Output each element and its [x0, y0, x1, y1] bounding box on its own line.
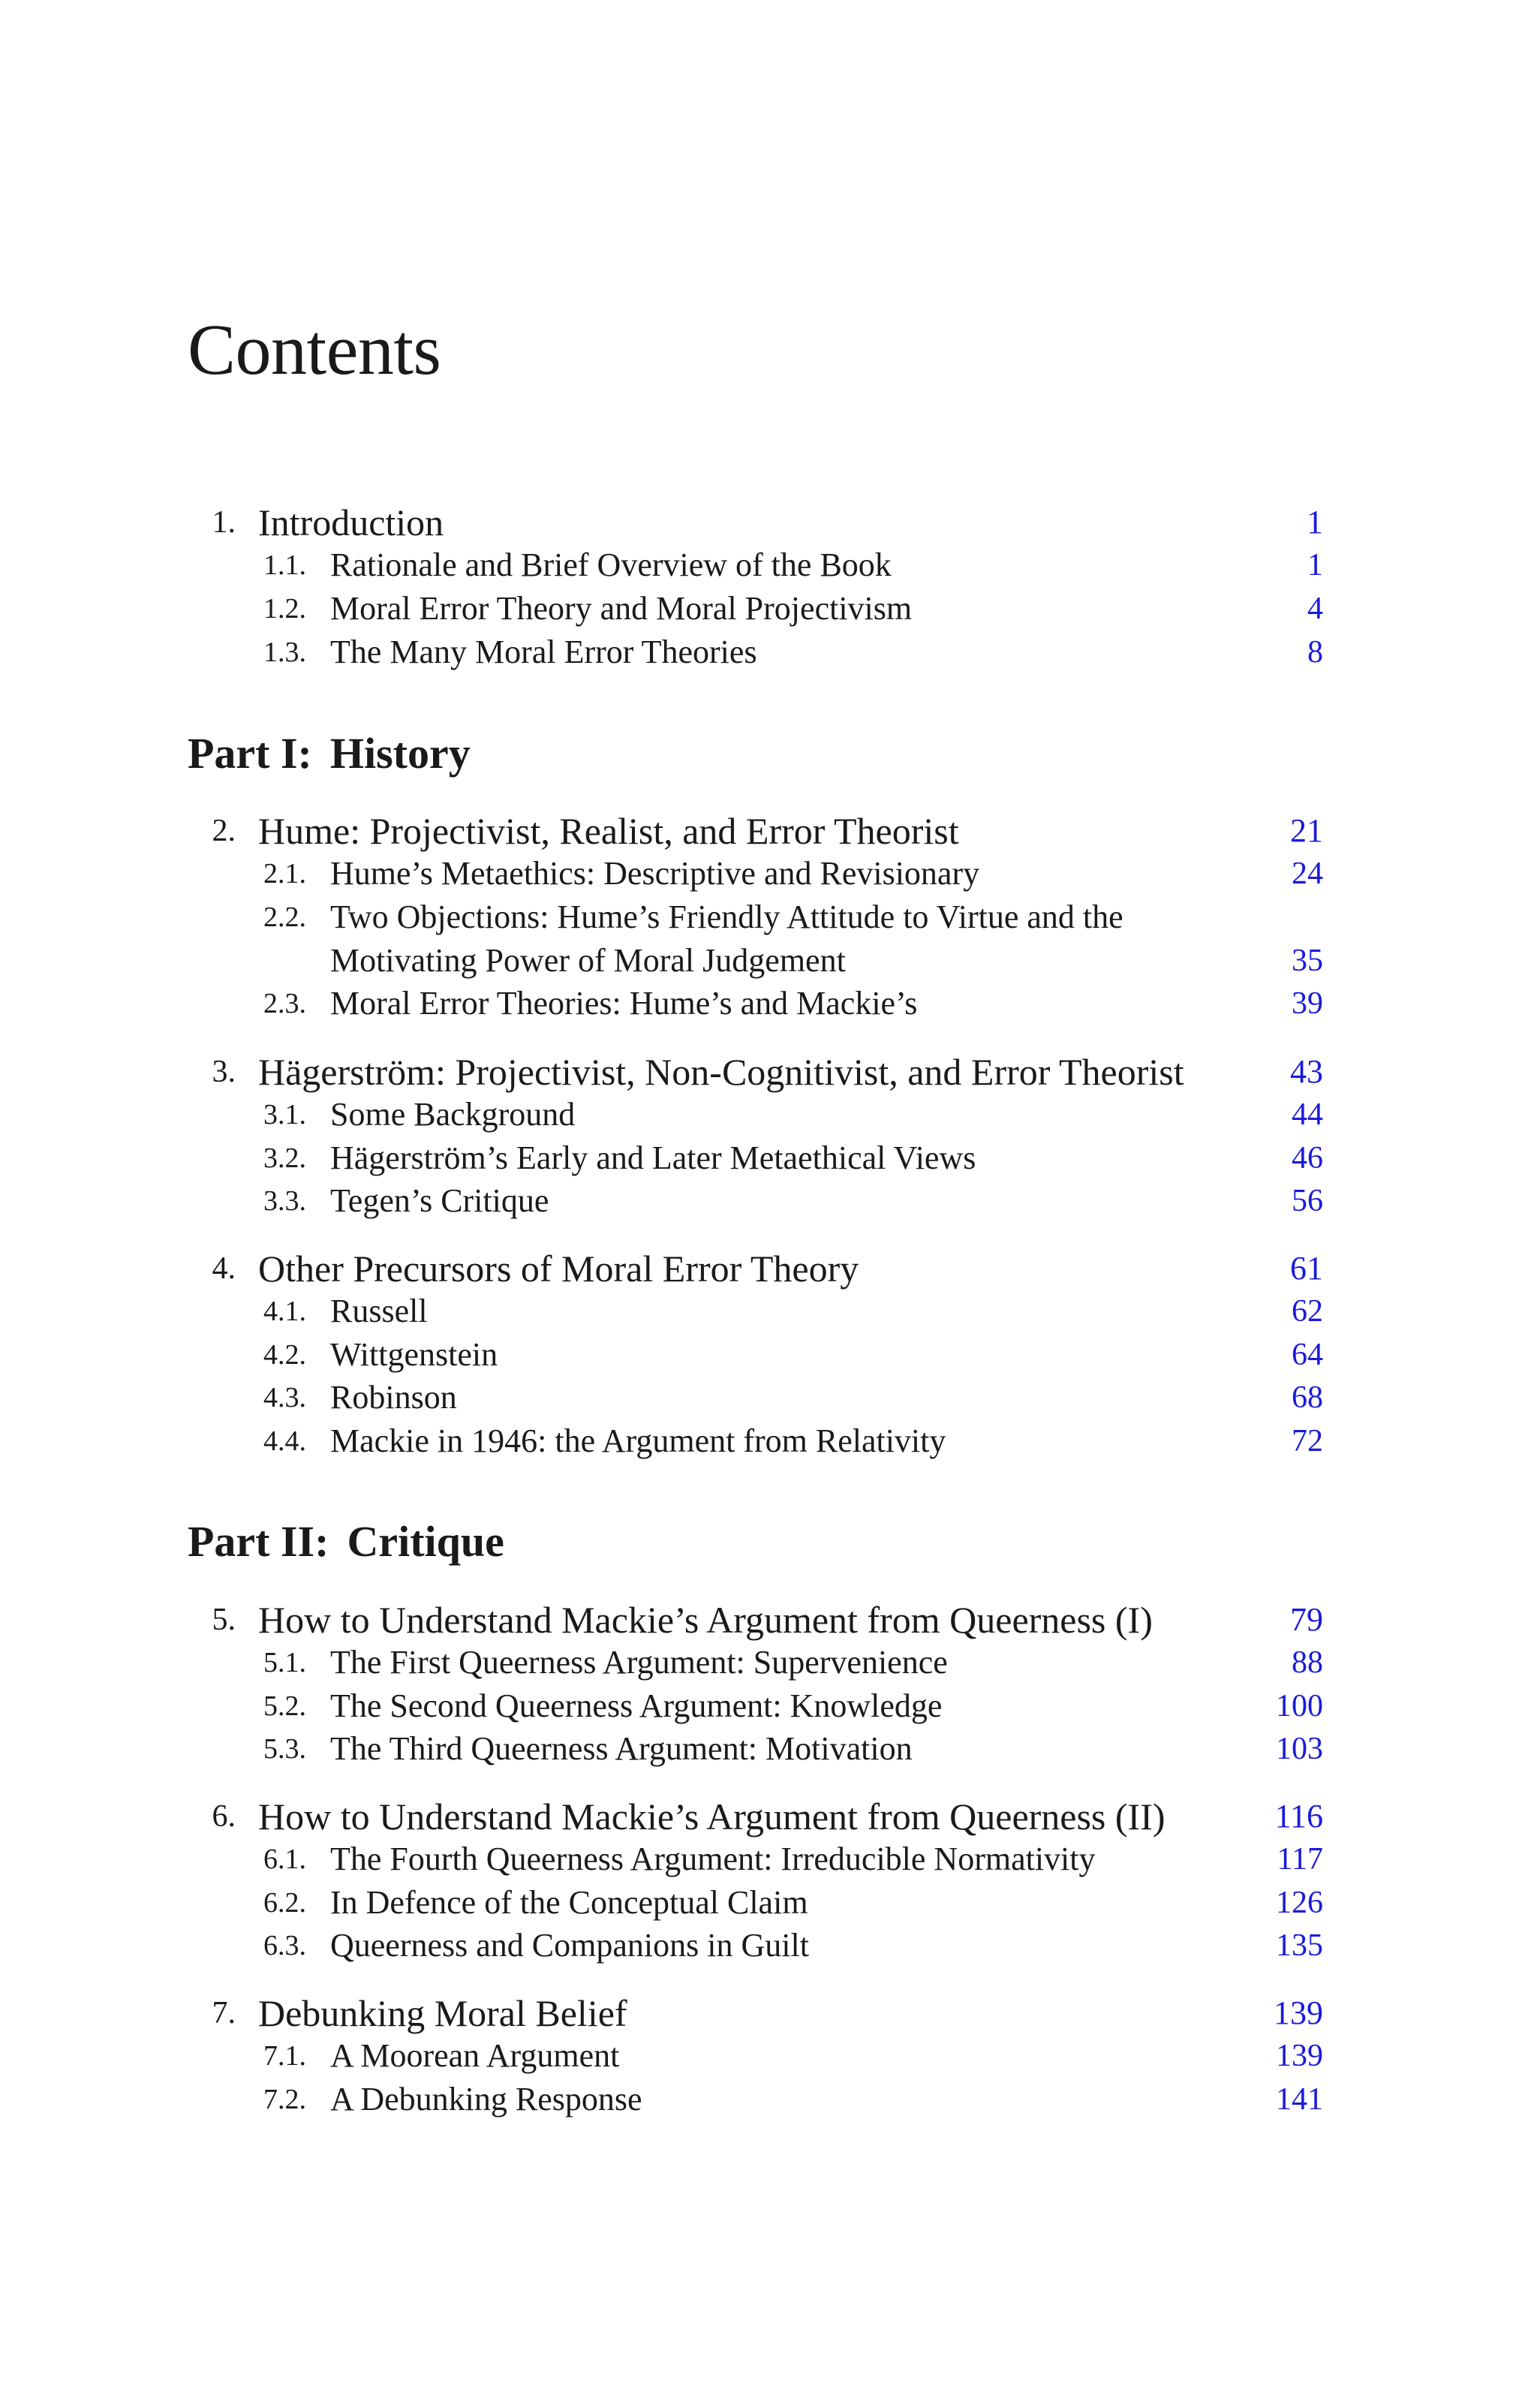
toc-section-3-2[interactable]	[0, 1136, 1537, 1181]
chapter-title: Debunking Moral Belief	[258, 1992, 627, 2034]
section-title: Some Background	[330, 1096, 576, 1133]
section-title: Rationale and Brief Overview of the Book	[330, 546, 892, 583]
part-label: Part II:	[188, 1517, 329, 1566]
page-link[interactable]: 61	[1290, 1250, 1323, 1287]
toc-chapter-6[interactable]	[0, 1794, 1537, 1839]
section-number: 2.3.	[263, 988, 306, 1019]
toc-chapter-3[interactable]	[0, 1049, 1537, 1094]
page-link[interactable]: 68	[1292, 1380, 1323, 1415]
section-title: A Debunking Response	[330, 2081, 642, 2118]
chapter-title: How to Understand Mackie’s Argument from Queerness (I)	[258, 1599, 1153, 1641]
page-link[interactable]: 88	[1292, 1645, 1323, 1680]
section-number: 5.1.	[263, 1647, 306, 1678]
section-title: Hume’s Metaethics: Descriptive and Revisionary	[330, 855, 980, 892]
section-number: 1.2.	[263, 593, 306, 625]
chapter-title: Hägerström: Projectivist, Non-Cognitivist, and Error Theorist	[258, 1051, 1184, 1093]
section-number: 5.2.	[263, 1690, 306, 1722]
page-link[interactable]: 46	[1292, 1141, 1323, 1175]
toc-section-3-1[interactable]	[0, 1092, 1537, 1137]
page-link[interactable]: 56	[1292, 1184, 1323, 1218]
section-title: In Defence of the Conceptual Claim	[330, 1884, 808, 1921]
section-number: 1.3.	[263, 637, 306, 668]
part-name: Critique	[347, 1517, 504, 1566]
page-title: Contents	[188, 309, 441, 390]
part-heading-1[interactable]	[188, 729, 471, 778]
page-link[interactable]: 139	[1276, 2039, 1323, 2073]
section-number: 7.2.	[263, 2084, 306, 2115]
chapter-title: Hume: Projectivist, Realist, and Error Theorist	[258, 810, 959, 852]
toc-section-1-1[interactable]	[0, 543, 1537, 588]
toc-section-2-3[interactable]	[0, 981, 1537, 1026]
page-link[interactable]: 100	[1276, 1689, 1323, 1723]
section-title: Moral Error Theory and Moral Projectivism	[330, 590, 913, 627]
toc-section-6-2[interactable]	[0, 1880, 1537, 1925]
page-link[interactable]: 8	[1307, 635, 1323, 670]
section-title: The Many Moral Error Theories	[330, 634, 757, 670]
section-number: 4.2.	[263, 1339, 306, 1371]
toc-section-7-2[interactable]	[0, 2077, 1537, 2122]
section-number: 3.3.	[263, 1185, 306, 1217]
chapter-number: 2.	[212, 814, 236, 848]
toc-section-3-3[interactable]	[0, 1178, 1537, 1224]
section-title: Moral Error Theories: Hume’s and Mackie’s	[330, 985, 918, 1022]
toc-chapter-7[interactable]	[0, 1991, 1537, 2036]
section-title-continued: Motivating Power of Moral Judgement	[330, 942, 846, 979]
section-title: Tegen’s Critique	[330, 1182, 549, 1219]
toc-section-5-2[interactable]	[0, 1684, 1537, 1729]
page-link[interactable]: 35	[1292, 944, 1323, 978]
page-link[interactable]: 44	[1292, 1097, 1323, 1132]
page-link[interactable]: 21	[1290, 812, 1323, 849]
page-link[interactable]: 4	[1307, 591, 1323, 626]
section-number: 7.1.	[263, 2040, 306, 2072]
toc-chapter-2[interactable]	[0, 808, 1537, 853]
section-number: 2.2.	[263, 901, 306, 933]
toc-section-7-1[interactable]	[0, 2033, 1537, 2078]
section-title: Robinson	[330, 1379, 457, 1416]
section-title: The Second Queerness Argument: Knowledge	[330, 1687, 943, 1724]
section-number: 2.1.	[263, 858, 306, 889]
section-title: Wittgenstein	[330, 1336, 498, 1373]
section-number: 4.4.	[263, 1425, 306, 1457]
toc-section-5-1[interactable]	[0, 1640, 1537, 1685]
toc-section-4-3[interactable]	[0, 1375, 1537, 1420]
toc-section-1-3[interactable]	[0, 630, 1537, 675]
toc-section-4-4[interactable]	[0, 1419, 1537, 1464]
toc-section-4-1[interactable]	[0, 1289, 1537, 1334]
toc-chapter-5[interactable]	[0, 1597, 1537, 1642]
toc-section-2-2[interactable]	[0, 895, 1537, 940]
chapter-number: 4.	[212, 1251, 236, 1286]
toc-section-4-2[interactable]	[0, 1332, 1537, 1377]
section-number: 6.1.	[263, 1844, 306, 1875]
page-link[interactable]: 24	[1292, 856, 1323, 891]
part-heading-2[interactable]	[188, 1517, 504, 1566]
section-title: Mackie in 1946: the Argument from Relativity	[330, 1422, 946, 1459]
section-number: 6.3.	[263, 1930, 306, 1961]
page-link[interactable]: 103	[1276, 1732, 1323, 1766]
page-link[interactable]: 117	[1277, 1842, 1323, 1877]
section-title: The First Queerness Argument: Supervenience	[330, 1644, 948, 1681]
section-number: 6.2.	[263, 1887, 306, 1919]
section-title: The Fourth Queerness Argument: Irreducible Normativity	[330, 1841, 1096, 1877]
toc-section-6-3[interactable]	[0, 1923, 1537, 1968]
toc-chapter-1[interactable]	[0, 500, 1537, 545]
page-link[interactable]: 64	[1292, 1338, 1323, 1372]
toc-section-1-2[interactable]	[0, 586, 1537, 631]
section-number: 1.1.	[263, 549, 306, 581]
page-link[interactable]: 43	[1290, 1053, 1323, 1090]
chapter-number: 7.	[212, 1996, 236, 2030]
toc-section-6-1[interactable]	[0, 1837, 1537, 1882]
chapter-title: Other Precursors of Moral Error Theory	[258, 1248, 859, 1290]
toc-section-2-1[interactable]	[0, 851, 1537, 896]
section-title: Russell	[330, 1293, 428, 1329]
page-link[interactable]: 126	[1276, 1886, 1323, 1920]
section-title: A Moorean Argument	[330, 2037, 620, 2074]
chapter-number: 6.	[212, 1799, 236, 1834]
chapter-number: 5.	[212, 1603, 236, 1637]
page-link[interactable]: 141	[1276, 2082, 1323, 2117]
section-number: 3.2.	[263, 1142, 306, 1174]
page-link[interactable]: 139	[1274, 1994, 1323, 2031]
part-label: Part I:	[188, 729, 312, 778]
section-number: 4.1.	[263, 1296, 306, 1327]
toc-section-5-3[interactable]	[0, 1726, 1537, 1771]
section-number: 5.3.	[263, 1733, 306, 1765]
page-link[interactable]: 39	[1292, 986, 1323, 1021]
page-link[interactable]: 1	[1307, 504, 1323, 540]
page-link[interactable]: 135	[1276, 1928, 1323, 1963]
page-link[interactable]: 1	[1307, 548, 1323, 582]
toc-chapter-4[interactable]	[0, 1246, 1537, 1291]
toc-section-2-2-cont[interactable]	[0, 938, 1537, 983]
section-title: Two Objections: Hume’s Friendly Attitude to Virtue and the	[330, 898, 1123, 935]
part-name: History	[329, 729, 471, 778]
chapter-number: 1.	[212, 505, 236, 540]
section-title: Hägerström’s Early and Later Metaethical Views	[330, 1139, 976, 1176]
section-number: 3.1.	[263, 1099, 306, 1130]
page-link[interactable]: 62	[1292, 1294, 1323, 1329]
section-number: 4.3.	[263, 1382, 306, 1413]
page-link[interactable]: 72	[1292, 1424, 1323, 1458]
page-link[interactable]: 116	[1274, 1798, 1323, 1835]
chapter-title: How to Understand Mackie’s Argument from Queerness (II)	[258, 1795, 1166, 1838]
chapter-number: 3.	[212, 1055, 236, 1089]
page-link[interactable]: 79	[1290, 1601, 1323, 1638]
chapter-title: Introduction	[258, 501, 444, 543]
section-title: Queerness and Companions in Guilt	[330, 1927, 809, 1964]
section-title: The Third Queerness Argument: Motivation	[330, 1730, 913, 1767]
